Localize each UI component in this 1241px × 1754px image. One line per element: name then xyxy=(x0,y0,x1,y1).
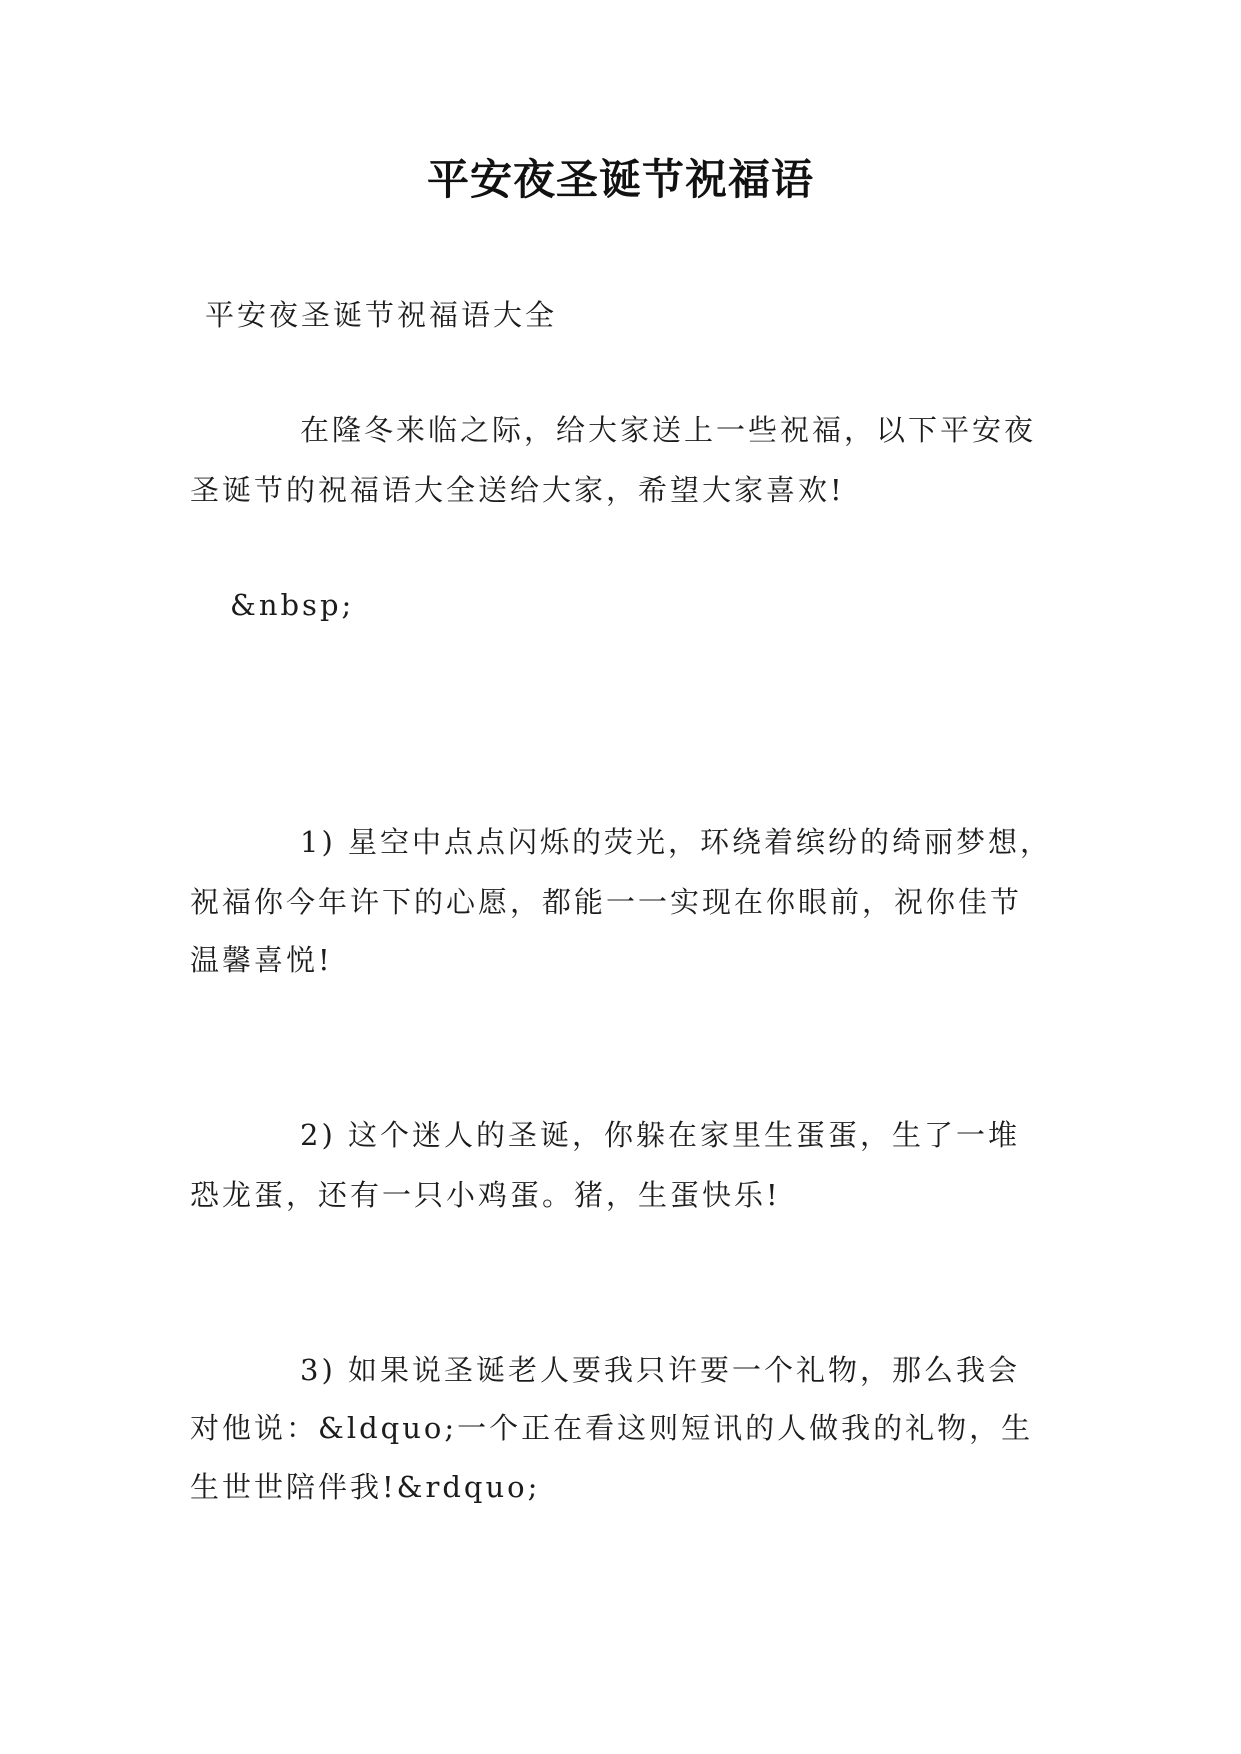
intro-line-1: 在隆冬来临之际，给大家送上一些祝福，以下平安夜 xyxy=(300,413,1037,447)
wish-3-line-1: 3) 如果说圣诞老人要我只许要一个礼物，那么我会 xyxy=(300,1353,1020,1387)
nbsp-text: &nbsp; xyxy=(230,588,355,622)
page-title: 平安夜圣诞节祝福语 xyxy=(426,155,814,204)
wish-3-line-3: 生世世陪伴我!&rdquo; xyxy=(190,1470,541,1504)
intro-line-2: 圣诞节的祝福语大全送给大家，希望大家喜欢! xyxy=(190,473,845,507)
document-subtitle: 平安夜圣诞节祝福语大全 xyxy=(205,298,558,332)
wish-2-line-1: 2) 这个迷人的圣诞，你躲在家里生蛋蛋，生了一堆 xyxy=(300,1118,1020,1152)
wish-2-line-2: 恐龙蛋，还有一只小鸡蛋。猪，生蛋快乐! xyxy=(190,1178,781,1212)
wish-1-line-2: 祝福你今年许下的心愿，都能一一实现在你眼前，祝你佳节 xyxy=(190,885,1023,919)
wish-1-line-3: 温馨喜悦! xyxy=(190,943,333,977)
wish-3-line-2: 对他说：&ldquo;一个正在看这则短讯的人做我的礼物，生 xyxy=(190,1411,1034,1445)
wish-1-line-1: 1) 星空中点点闪烁的荧光，环绕着缤纷的绮丽梦想， xyxy=(300,825,1052,859)
